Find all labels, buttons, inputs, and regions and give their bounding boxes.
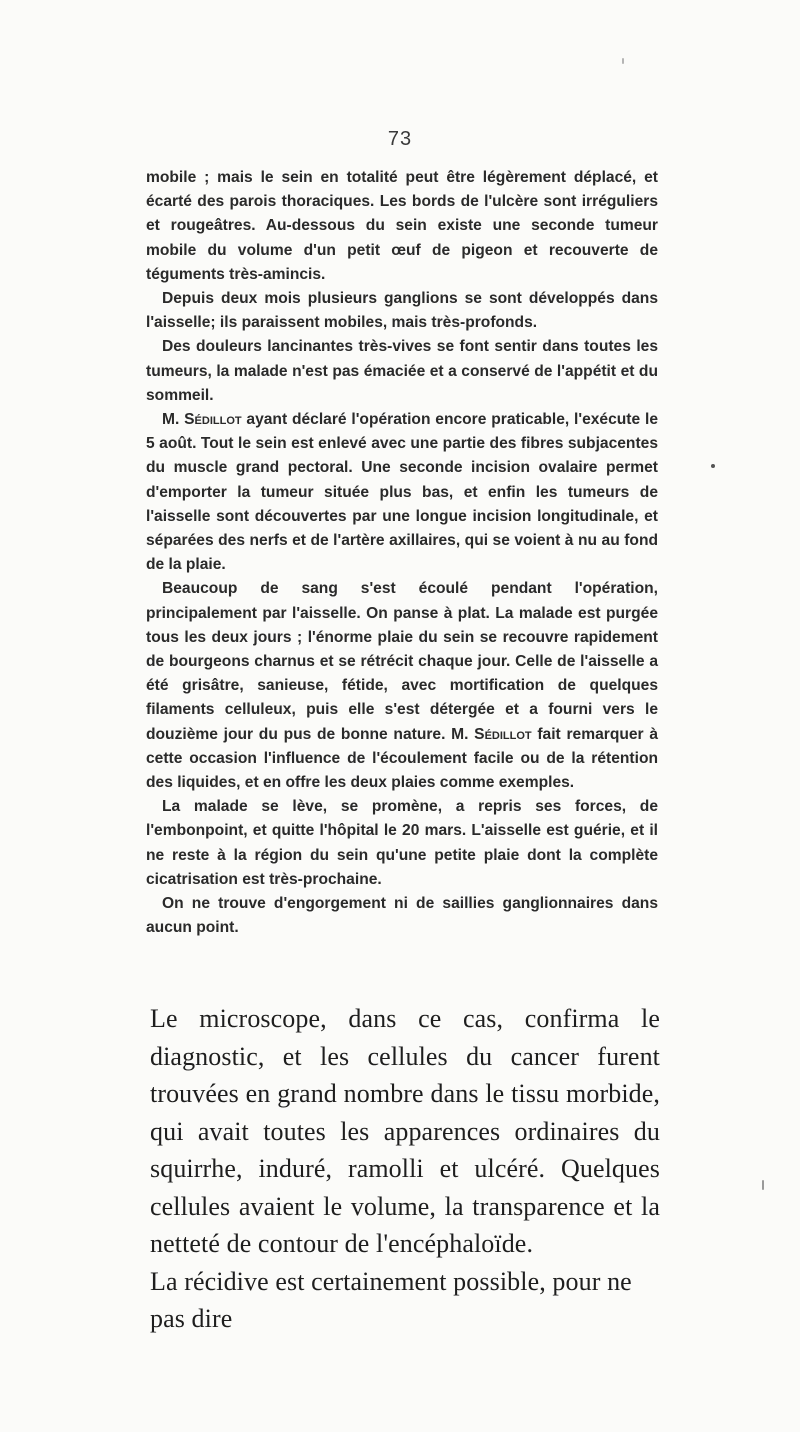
margin-speck: [622, 58, 624, 64]
post-operative-text-a: Beaucoup de sang s'est écoulé pendant l'opération, principalement par l'aisselle. On panse à plat. La malade est purgée tous les deux jours ; l'énorme plaie du sein se recouvre rapidement de bourgeons charnus et se rétrécit chaque jour. Celle de l'aisselle a été grisâtre, sanieuse, fétide, avec mortification de quelques filaments celluleux, puis elle s'est détergée et a fourni vers le douzième jour du pus de bonne nature.: [146, 580, 658, 743]
paragraph-microscope: Le microscope, dans ce cas, confirma le diagnostic, et les cellules du cancer furent trouvées en grand nombre dans le tissu morbide, qui avait toutes les apparences ordinaires du squirrhe, induré, ramolli et ulcéré. Quelques cellules avaient le volume, la transparence et la netteté de contour de l'encéphaloïde.: [150, 1004, 660, 1258]
surgeon-name: M. Sédillot: [162, 411, 242, 429]
commentary-text: [150, 1000, 660, 1338]
page-number: 73: [387, 128, 413, 150]
paragraph-recurrence: La récidive est certainement possible, pour ne pas dire: [150, 1266, 632, 1333]
surgeon-name: M. Sédillot: [451, 725, 532, 743]
case-report-text: [146, 166, 658, 941]
post-operative-text-b: fait remarquer à cette occasion l'influence de l'écoulement facile ou de la rétention des liquides, et en offre les deux plaies comme exemples.: [146, 725, 658, 792]
paragraph-tumor-description: mobile ; mais le sein en totalité peut être légèrement déplacé, et écarté des parois thoraciques. Les bords de l'ulcère sont irréguliers et rougeâtres. Au-dessous du sein existe une seconde tumeur mobile du volume d'un petit œuf de pigeon et recouverte de téguments très-amincis.: [146, 169, 658, 283]
margin-speck: [762, 1180, 764, 1190]
margin-speck: [711, 464, 715, 468]
paragraph-operation: [146, 408, 658, 577]
paragraph-no-engorgement: On ne trouve d'engorgement ni de saillies ganglionnaires dans aucun point.: [146, 895, 658, 937]
paragraph-post-operative: [146, 577, 658, 795]
paragraph-pain-symptoms: Des douleurs lancinantes très-vives se font sentir dans toutes les tumeurs, la malade n'est pas émaciée et a conservé de l'appétit et du sommeil.: [146, 338, 658, 404]
operation-text: ayant déclaré l'opération encore praticable, l'exécute le 5 août. Tout le sein est enlevé avec une partie des fibres subjacentes du muscle grand pectoral. Une seconde incision ovalaire permet d'emporter la tumeur située plus bas, et enfin les tumeurs de l'aisselle sont découvertes par une longue incision longitudinale, et séparées des nerfs et de l'artère axillaires, qui se voient à nu au fond de la plaie.: [146, 411, 658, 574]
paragraph-axillary-ganglions: Depuis deux mois plusieurs ganglions se sont développés dans l'aisselle; ils paraissent mobiles, mais très-profonds.: [146, 290, 658, 332]
paragraph-recovery: La malade se lève, se promène, a repris ses forces, de l'embonpoint, et quitte l'hôpital le 20 mars. L'aisselle est guérie, et il ne reste à la région du sein qu'une petite plaie dont la complète cicatrisation est très-prochaine.: [146, 798, 658, 888]
